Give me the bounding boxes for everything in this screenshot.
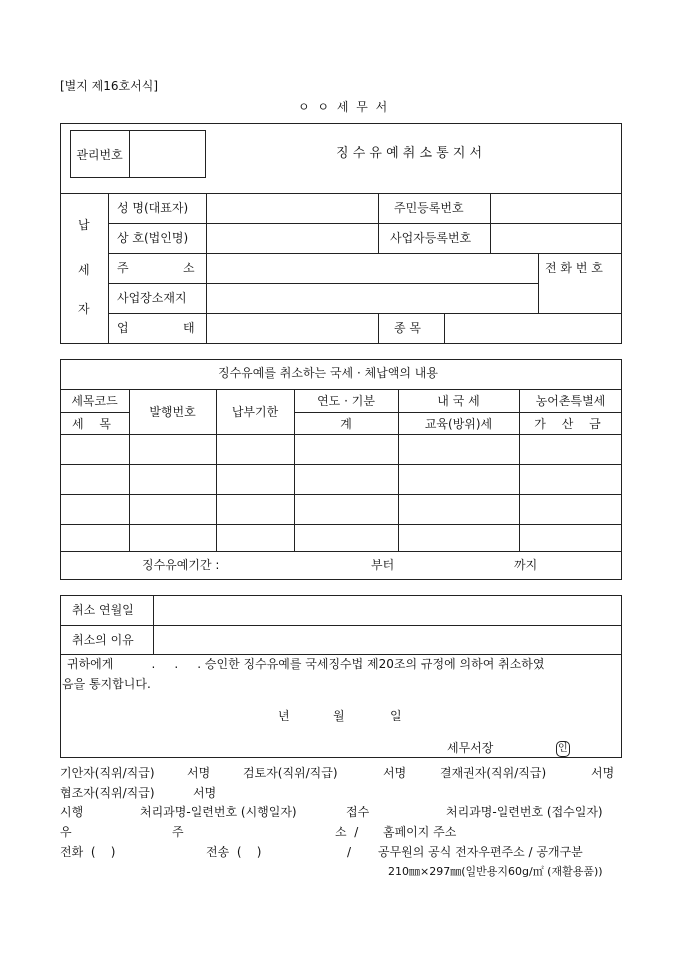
business-type-label-1: 업 (117, 321, 129, 335)
office-name: ㅇ ㅇ 세 무 서 (298, 100, 390, 114)
name-label: 성 명(대표자) (117, 201, 189, 215)
header-surcharge: 가 산 금 (534, 416, 607, 431)
taxpayer-label-2: 세 (78, 263, 90, 277)
cancel-date-label: 취소 연월일 (72, 603, 134, 617)
cooperator-sign: 서명 (193, 786, 217, 800)
form-label: [별지 제16호서식] (60, 79, 158, 93)
header-issue-no: 발행번호 (149, 405, 196, 419)
separator: / (347, 845, 352, 859)
header-tax-code: 세목코드 (71, 394, 118, 408)
phone-label: 전 화 번 호 (545, 261, 603, 275)
official-email: 공무원의 공식 전자우편주소 / 공개구분 (378, 845, 583, 859)
fax: 전송 ( ) (206, 845, 262, 859)
address-label-1: 주 (117, 261, 129, 275)
item-label: 종 목 (394, 321, 421, 335)
phone: 전화 ( ) (60, 845, 116, 859)
date-day: 일 (390, 709, 402, 723)
enforcement: 시행 (60, 805, 84, 819)
date-month: 월 (333, 709, 345, 723)
cancel-reason-label: 취소의 이유 (72, 633, 134, 647)
drafter: 기안자(직위/직급) (60, 766, 155, 780)
reviewer: 검토자(직위/직급) (243, 766, 338, 780)
period-to: 까지 (514, 558, 538, 572)
mgmt-no-field[interactable] (129, 131, 205, 177)
period-from: 부터 (371, 558, 395, 572)
notice-body-line2: 음을 통지합니다. (62, 677, 151, 691)
taxpayer-label-3: 자 (78, 302, 90, 316)
workplace-label: 사업장소재지 (117, 291, 187, 305)
postal: 우 (60, 825, 72, 839)
signer: 세무서장 (447, 741, 494, 755)
header-rural-tax: 농어촌특별세 (535, 394, 606, 408)
resident-no-label: 주민등록번호 (394, 201, 464, 215)
detail-title: 징수유예를 취소하는 국세 · 체납액의 내용 (218, 366, 438, 380)
receipt-serial: 처리과명-일련번호 (접수일자) (446, 805, 603, 819)
business-type-label-2: 태 (183, 321, 195, 335)
header-education-tax: 교육(방위)세 (424, 416, 493, 431)
header-total: 계 (340, 416, 352, 431)
drafter-sign: 서명 (187, 766, 211, 780)
date-year: 년 (278, 709, 290, 723)
address-1: 주 (172, 825, 184, 839)
paper-spec: 210㎜×297㎜(일반용지60g/㎡ (재활용품)) (388, 865, 603, 878)
mgmt-no-label: 관리번호 (76, 147, 123, 162)
approver-sign: 서명 (591, 766, 615, 780)
cooperator: 협조자(직위/직급) (60, 786, 155, 800)
homepage: 홈페이지 주소 (383, 825, 457, 839)
enforcement-serial: 처리과명-일련번호 (시행일자) (140, 805, 297, 819)
header-domestic-tax: 내 국 세 (437, 394, 480, 408)
address-2: 소 / (335, 825, 359, 839)
company-label: 상 호(법인명) (117, 231, 189, 245)
header-tax-item: 세 목 (72, 416, 117, 431)
document-title: 징 수 유 예 취 소 통 지 서 (336, 146, 483, 161)
business-no-label: 사업자등록번호 (390, 231, 472, 245)
address-label-2: 소 (183, 261, 195, 275)
reviewer-sign: 서명 (383, 766, 407, 780)
seal-mark: 인 (556, 741, 570, 757)
header-due-date: 납부기한 (231, 405, 279, 419)
approver: 결재권자(직위/직급) (440, 766, 547, 780)
period-label: 징수유예기간 : (142, 558, 220, 572)
receipt: 접수 (346, 805, 370, 819)
notice-body-line1: 귀하에게 . . . 승인한 징수유예를 국세징수법 제20조의 규정에 의하여 취소하였 (67, 657, 545, 671)
taxpayer-label-1: 납 (78, 218, 90, 232)
header-year-period: 연도 · 기분 (317, 394, 375, 408)
